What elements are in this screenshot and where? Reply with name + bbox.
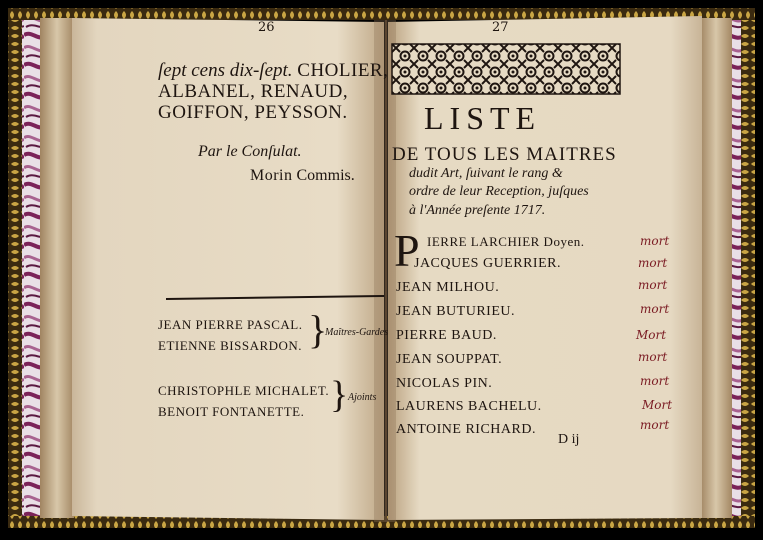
list-desc-3: à l'Année preſente 1717. [409, 203, 546, 218]
left-line-2: ALBANEL, RENAUD, [158, 81, 349, 102]
commis-line [250, 167, 355, 185]
page-signature: D ij [558, 432, 580, 447]
list-desc-2: ordre de leur Reception, juſques [409, 184, 589, 199]
entry-2: JACQUES GUERRIER. [414, 256, 561, 271]
entry-6: JEAN SOUPPAT. [396, 352, 503, 367]
entry-7: NICOLAS PIN. [396, 376, 493, 391]
right-page-number: 27 [492, 20, 509, 35]
note-3: mort [638, 278, 668, 292]
list-desc-1: dudit Art, ſuivant le rang & [409, 166, 563, 181]
adjuncts-brace: } [330, 374, 349, 416]
commis-name: Morin [250, 167, 293, 184]
note-5: Mort [636, 328, 667, 342]
left-line-1-prefix: ſept cens dix-ſept. [158, 60, 293, 81]
masters-brace: } [308, 307, 328, 352]
consulat-line: Par le Conſulat. [198, 143, 302, 160]
note-7: mort [640, 374, 670, 388]
adjunct-name-1: CHRISTOPHLE MICHALET. [158, 383, 330, 398]
entry-8: LAURENS BACHELU. [396, 399, 542, 414]
entry-5: PIERRE BAUD. [396, 328, 497, 343]
left-line-3: GOIFFON, PEYSSON. [158, 102, 348, 123]
left-line-1 [158, 60, 388, 82]
masters-role: Maîtres-Gardes [325, 327, 389, 338]
list-subtitle: DE TOUS LES MAITRES [392, 144, 617, 165]
entry-3: JEAN MILHOU. [396, 280, 500, 295]
entry-1: IERRE LARCHIER Doyen. [427, 234, 585, 249]
note-6: mort [638, 350, 668, 364]
note-1: mort [640, 234, 670, 248]
left-page-number: 26 [258, 20, 275, 35]
note-9: mort [640, 418, 670, 432]
master-name-2: ETIENNE BISSARDON. [158, 338, 303, 353]
note-2: mort [638, 256, 668, 270]
entry-9: ANTOINE RICHARD. [396, 422, 536, 437]
note-8: Mort [642, 398, 673, 412]
left-line-1-caps: CHOLIER, [297, 60, 389, 81]
note-4: mort [640, 302, 670, 316]
commis-word: Commis. [296, 167, 355, 184]
entry-4: JEAN BUTURIEU. [396, 304, 515, 319]
drop-cap: P [394, 225, 421, 276]
adjuncts-role: Ajoints [348, 392, 377, 403]
master-name-1: JEAN PIERRE PASCAL. [158, 317, 303, 332]
adjunct-name-2: BENOIT FONTANETTE. [158, 404, 305, 419]
list-title: LISTE [424, 100, 542, 136]
